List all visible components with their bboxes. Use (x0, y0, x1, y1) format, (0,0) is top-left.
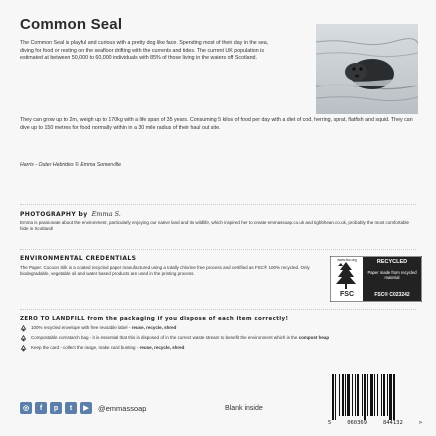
environment-text: The Paper: Cocoon Silk is a coated recycled paper manufactured using a totally chlorine free process and certified as FSC® 100% recycled. Only biodegradable, vegetable oil and water based products are used in the printing process. (20, 265, 310, 277)
barcode-bar (357, 374, 359, 416)
barcode-bar (355, 374, 356, 416)
barcode-bar (393, 374, 395, 420)
fsc-logo (330, 256, 422, 302)
barcode-bar (364, 374, 366, 420)
twitter-icon[interactable]: t (65, 402, 77, 414)
barcode-bar (370, 374, 373, 416)
fsc-material: Paper made from recycled material (367, 270, 417, 280)
card-title: Common Seal (20, 16, 123, 33)
card-icon (20, 345, 27, 352)
zero-landfill-section (20, 316, 420, 352)
photography-section (20, 210, 416, 233)
zero-item-action: reuse, recycle, shred (139, 345, 185, 350)
environment-section (20, 255, 310, 278)
fsc-site: www.fsc.org (337, 258, 357, 262)
barcode-bar (332, 374, 334, 420)
zero-item-text: Compostable cornstarch bag - it is essential that this is disposed of in the correct waste stream to benefit the environment which is the (31, 335, 299, 340)
fsc-code: FSC® C023242 (374, 292, 410, 298)
photography-title: PHOTOGRAPHY by (20, 211, 88, 218)
facebook-icon[interactable]: f (35, 402, 47, 414)
photography-text: Emma is passionate about the environment, particularly enjoying our native land and its wildlife, which inspired her to create emmassoap.co.uk and tighbhean.co.uk, probably the most comfortable hide in Scotland! (20, 220, 409, 232)
barcode-digit: > (418, 420, 422, 426)
barcode-digit: 5 (328, 420, 332, 426)
zero-item-action: reuse, recycle, shred (131, 325, 177, 330)
barcode-bar (345, 374, 346, 416)
fsc-brand: FSC (340, 291, 354, 298)
instagram-icon[interactable]: ◎ (20, 402, 32, 414)
environment-title: ENVIRONMENTAL CREDENTIALS (20, 255, 137, 262)
barcode-bar (342, 374, 344, 416)
recycle-icon (20, 325, 27, 332)
list-item (20, 335, 420, 342)
list-item (20, 345, 420, 352)
barcode-bar (381, 374, 382, 416)
divider (20, 309, 416, 310)
barcode-bar (374, 374, 375, 416)
barcode-bar (383, 374, 385, 416)
barcode-digit: 844132 (382, 420, 403, 426)
barcode-bar (339, 374, 340, 416)
barcode-bar (362, 374, 363, 416)
barcode-bar (387, 374, 388, 416)
barcode-bar (377, 374, 378, 416)
barcode (328, 372, 422, 420)
barcode-digit: 060369 (347, 420, 368, 426)
intro-paragraph: The Common Seal is playful and curious with a pretty dog like face. Spending most of their day in the sea, diving for food or resting on the seafloor drifting with the currents and tides. The current UK population is estimated at between 50,000 to 60,000 individuals with 85% of those living in the waters off Scotland. (20, 40, 269, 62)
facts-paragraph: They can grow up to 2m, weigh up to 170kg with a life span of 35 years. Consuming 5 kilos of food per day with a diet of cod, herring, sprat, flatfish and squid. They can dive up to 150 metres for food normally within in a 30 mile radius of their haul out site. (20, 117, 413, 131)
seal-photo (316, 24, 418, 114)
zero-item-action: compost heap (298, 335, 330, 340)
divider (20, 204, 416, 205)
social-footer (20, 402, 146, 414)
barcode-bar (352, 374, 353, 416)
photo-credit: Harris - Outer Hebrides © Emma Somerville (20, 162, 121, 168)
barcode-number (328, 420, 422, 426)
youtube-icon[interactable]: ▶ (80, 402, 92, 414)
list-item (20, 325, 420, 332)
barcode-bar (367, 374, 368, 416)
fsc-recycled: RECYCLED (376, 259, 408, 265)
barcode-bar (389, 374, 392, 420)
signature: Emma S. (91, 210, 121, 218)
divider (20, 249, 416, 250)
blank-inside-label: Blank inside (225, 405, 263, 412)
zero-title: ZERO TO LANDFILL from the packaging if you dispose of each item correctly! (20, 316, 289, 322)
social-handle[interactable]: @emmassoap (98, 403, 147, 413)
zero-item-text: 100% recycled envelope with free reusable label - (31, 325, 132, 330)
barcode-bar (335, 374, 336, 420)
zero-item-text: Keep the card - collect the range, make card bunting - (31, 345, 140, 350)
barcode-bar (347, 374, 350, 416)
compost-icon (20, 335, 27, 342)
pinterest-icon[interactable]: p (50, 402, 62, 414)
